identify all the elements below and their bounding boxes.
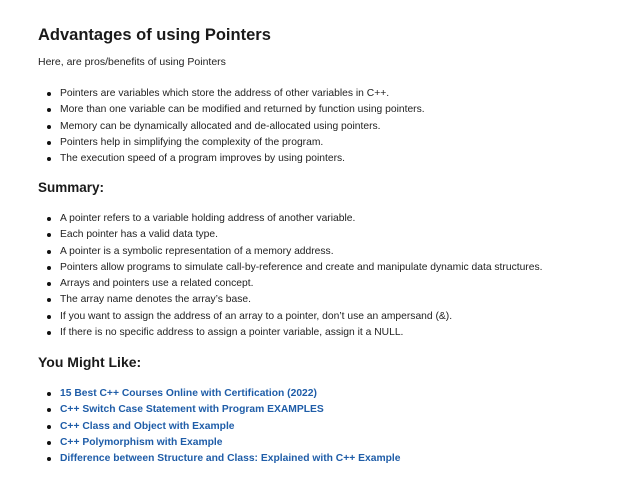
list-item bbox=[38, 325, 542, 341]
list-item bbox=[38, 86, 425, 102]
list-item bbox=[38, 151, 425, 167]
bullet-icon bbox=[47, 392, 51, 396]
list-item-text: If there is no specific address to assign a pointer variable, assign it a NULL. bbox=[60, 327, 404, 339]
related-links-list bbox=[38, 386, 400, 467]
related-link[interactable]: 15 Best C++ Courses Online with Certification (2022) bbox=[60, 388, 317, 399]
list-item-text: If you want to assign the address of an array to a pointer, don’t use an ampersand (&). bbox=[60, 310, 453, 322]
list-item-text: Pointers allow programs to simulate call-by-reference and create and manipulate dynamic data structures. bbox=[60, 261, 543, 273]
list-item-text: A pointer is a symbolic representation of a memory address. bbox=[60, 245, 334, 257]
bullet-icon bbox=[47, 441, 51, 445]
related-link[interactable]: Difference between Structure and Class: Explained with C++ Example bbox=[60, 453, 401, 465]
bullet-icon bbox=[47, 457, 51, 461]
related-link[interactable]: C++ Class and Object with Example bbox=[60, 420, 235, 432]
list-item-text: Pointers are variables which store the address of other variables in C++. bbox=[60, 88, 390, 99]
list-item-text: Memory can be dynamically allocated and de-allocated using pointers. bbox=[60, 120, 381, 132]
related-link[interactable]: C++ Polymorphism with Example bbox=[60, 436, 223, 448]
bullet-icon bbox=[47, 425, 51, 429]
list-item-text: Each pointer has a valid data type. bbox=[60, 229, 218, 241]
bullet-icon bbox=[47, 157, 51, 161]
summary-list bbox=[38, 211, 542, 341]
bullet-icon bbox=[47, 250, 51, 254]
list-item bbox=[38, 135, 425, 151]
bullet-icon bbox=[47, 125, 51, 129]
list-item-text: The array name denotes the array’s base. bbox=[60, 294, 251, 306]
related-link[interactable]: C++ Switch Case Statement with Program EXAMPLES bbox=[60, 404, 324, 416]
list-item bbox=[38, 260, 542, 276]
list-item bbox=[38, 386, 400, 402]
list-item bbox=[38, 276, 542, 292]
bullet-icon bbox=[47, 217, 51, 221]
list-item bbox=[38, 451, 400, 467]
bullet-icon bbox=[47, 92, 51, 96]
intro-text: Here, are pros/benefits of using Pointers bbox=[38, 56, 226, 68]
bullet-icon bbox=[47, 233, 51, 237]
page-title: Advantages of using Pointers bbox=[38, 26, 271, 44]
list-item-text: Pointers help in simplifying the complexity of the program. bbox=[60, 136, 324, 148]
bullet-icon bbox=[47, 331, 51, 335]
list-item bbox=[38, 435, 400, 451]
summary-heading: Summary: bbox=[38, 180, 105, 195]
bullet-icon bbox=[47, 266, 51, 270]
list-item bbox=[38, 211, 542, 227]
bullet-icon bbox=[47, 108, 51, 112]
bullet-icon bbox=[47, 282, 51, 286]
list-item bbox=[38, 419, 400, 435]
bullet-icon bbox=[47, 298, 51, 302]
list-item-text: Arrays and pointers use a related concept. bbox=[60, 278, 254, 290]
list-item-text: More than one variable can be modified and returned by function using pointers. bbox=[60, 104, 425, 116]
bullet-icon bbox=[47, 315, 51, 319]
list-item bbox=[38, 102, 425, 118]
list-item-text: A pointer refers to a variable holding address of another variable. bbox=[60, 213, 356, 224]
list-item-text: The execution speed of a program improves by using pointers. bbox=[60, 153, 346, 165]
bullet-icon bbox=[47, 408, 51, 412]
advantages-list bbox=[38, 86, 425, 167]
list-item bbox=[38, 227, 542, 243]
related-heading: You Might Like: bbox=[38, 354, 142, 370]
bullet-icon bbox=[47, 141, 51, 145]
list-item bbox=[38, 292, 542, 308]
list-item bbox=[38, 402, 400, 418]
list-item bbox=[38, 119, 425, 135]
list-item bbox=[38, 244, 542, 260]
list-item bbox=[38, 309, 542, 325]
